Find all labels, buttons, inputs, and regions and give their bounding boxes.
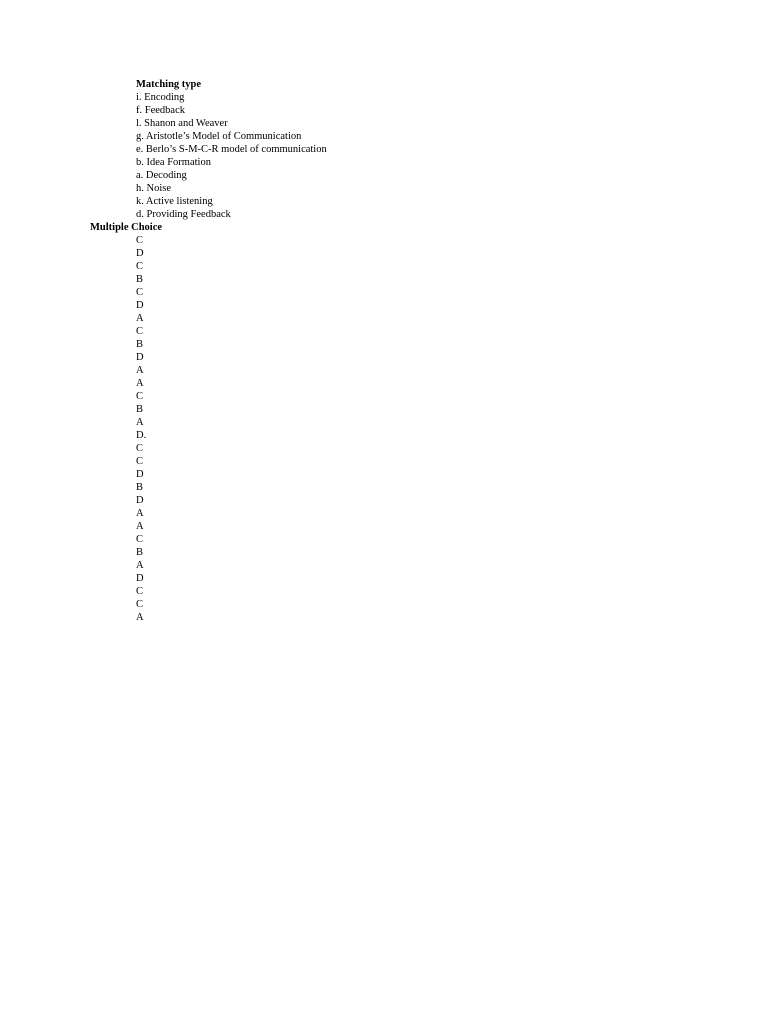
- item-answer: A: [136, 313, 144, 324]
- item-answer: D: [136, 248, 144, 259]
- item-answer: C: [136, 235, 144, 246]
- item-answer: B: [136, 339, 144, 350]
- item-answer: C: [136, 443, 144, 454]
- item-answer: d. Providing Feedback: [136, 209, 231, 220]
- item-answer: C: [136, 326, 144, 337]
- item-answer: l. Shanon and Weaver: [136, 118, 228, 129]
- item-answer: b. Idea Formation: [136, 157, 211, 168]
- item-answer: A: [136, 560, 144, 571]
- item-answer: C: [136, 456, 144, 467]
- item-answer: A: [136, 417, 144, 428]
- item-answer: A: [136, 612, 144, 623]
- multiple-choice-heading: Multiple Choice: [90, 222, 163, 233]
- item-answer: C: [136, 599, 144, 610]
- item-answer: A: [136, 365, 144, 376]
- item-answer: C: [136, 586, 144, 597]
- item-answer: k. Active listening: [136, 196, 213, 207]
- item-answer: A: [136, 521, 144, 532]
- item-answer: C: [136, 391, 144, 402]
- item-answer: B: [136, 547, 144, 558]
- item-answer: D.: [136, 430, 147, 441]
- item-answer: A: [136, 378, 144, 389]
- item-answer: D: [136, 352, 144, 363]
- item-answer: C: [136, 534, 144, 545]
- item-answer: h. Noise: [136, 183, 171, 194]
- item-answer: B: [136, 274, 144, 285]
- item-answer: D: [136, 469, 144, 480]
- item-answer: C: [136, 287, 144, 298]
- item-answer: g. Aristotle’s Model of Communication: [136, 131, 302, 142]
- item-answer: e. Berlo’s S-M-C-R model of communication: [136, 144, 327, 155]
- item-answer: B: [136, 482, 144, 493]
- item-answer: D: [136, 300, 144, 311]
- item-answer: C: [136, 261, 144, 272]
- item-answer: B: [136, 404, 144, 415]
- item-answer: a. Decoding: [136, 170, 187, 181]
- item-answer: D: [136, 495, 144, 506]
- item-answer: D: [136, 573, 144, 584]
- item-answer: f. Feedback: [136, 105, 185, 116]
- item-answer: A: [136, 508, 144, 519]
- matching-type-heading: Matching type: [136, 79, 202, 90]
- item-answer: i. Encoding: [136, 92, 185, 103]
